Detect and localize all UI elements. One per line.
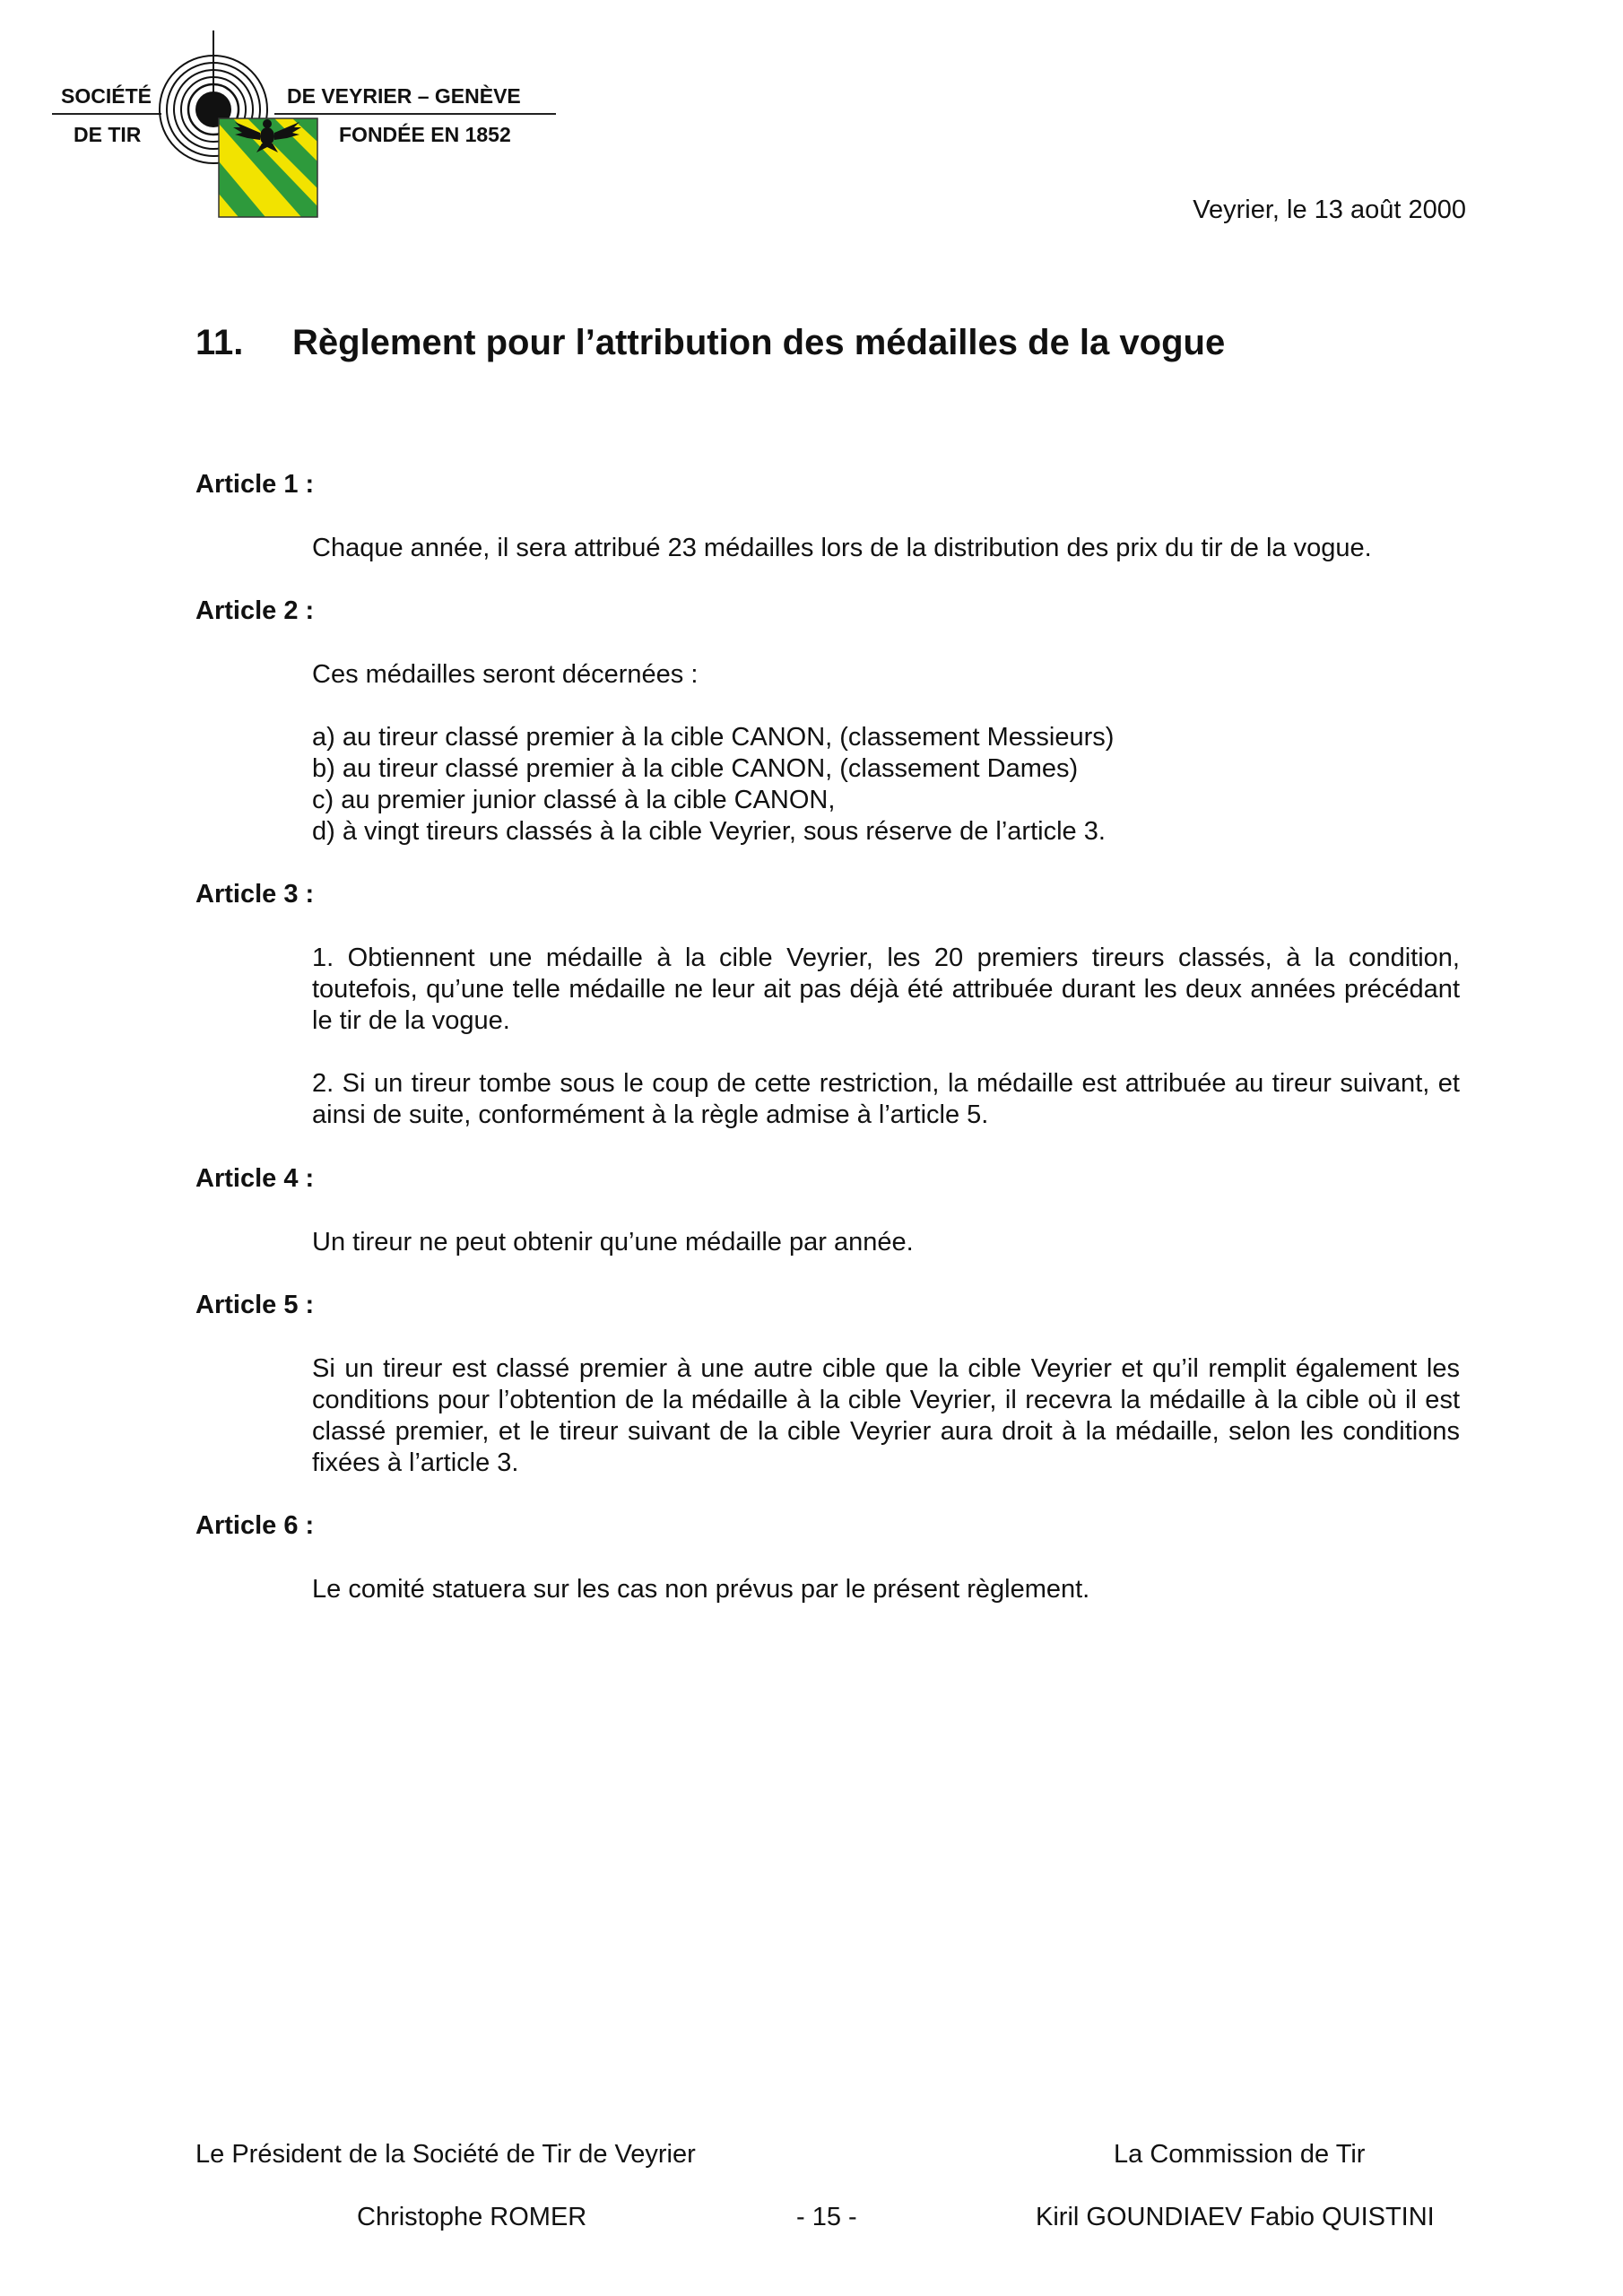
article-5-label: Article 5 : — [195, 1291, 315, 1319]
footer-president-name: Christophe ROMER — [357, 2203, 587, 2231]
article-3-paragraph-2: 2. Si un tireur tombe sous le coup de cette restriction, la médaille est attribuée au tireur suivant, et ainsi de suite, conformément à la règle admise à l’article 5. — [312, 1069, 1460, 1129]
title-number: 11. — [195, 323, 244, 362]
letterhead-de-tir: DE TIR — [74, 123, 142, 146]
list-item: a) au tireur classé premier à la cible CANON, (classement Messieurs) — [312, 723, 1115, 752]
document-date: Veyrier, le 13 août 2000 — [1193, 196, 1466, 224]
article-2-list — [312, 722, 1460, 848]
article-4-label: Article 4 : — [195, 1164, 315, 1193]
article-3-label: Article 3 : — [195, 880, 315, 909]
letterhead-fondee: FONDÉE EN 1852 — [339, 123, 511, 146]
article-2-intro: Ces médailles seront décernées : — [312, 660, 699, 689]
article-1-text: Chaque année, il sera attribué 23 médailles lors de la distribution des prix du tir de la vogue. — [312, 534, 1372, 562]
article-3-paragraph-1: 1. Obtiennent une médaille à la cible Veyrier, les 20 premiers tireurs classés, à la condition, toutefois, qu’une telle médaille ne leur ait pas déjà été attribuée durant les deux années précédant le tir de la vogue. — [312, 944, 1460, 1035]
letterhead-rule-left — [52, 113, 161, 115]
list-item: b) au tireur classé premier à la cible CANON, (classement Dames) — [312, 754, 1079, 783]
letterhead-veyrier-geneve: DE VEYRIER – GENÈVE — [287, 84, 521, 108]
title-text: Règlement pour l’attribution des médailles de la vogue — [292, 323, 1226, 362]
article-4-text: Un tireur ne peut obtenir qu’une médaille par année. — [312, 1228, 914, 1257]
page-number: - 15 - — [796, 2203, 857, 2231]
footer-president-role: Le Président de la Société de Tir de Veyrier — [195, 2140, 696, 2169]
footer-commission-names: Kiril GOUNDIAEV Fabio QUISTINI — [1036, 2203, 1435, 2231]
document-title — [195, 323, 1225, 363]
list-item: d) à vingt tireurs classés à la cible Veyrier, sous réserve de l’article 3. — [312, 817, 1106, 846]
target-shield-logo-icon — [158, 27, 337, 224]
list-item: c) au premier junior classé à la cible CANON, — [312, 786, 836, 814]
footer-commission-role: La Commission de Tir — [1114, 2140, 1366, 2169]
letterhead-societe: SOCIÉTÉ — [61, 84, 152, 108]
article-6-label: Article 6 : — [195, 1511, 315, 1540]
article-5-text: Si un tireur est classé premier à une autre cible que la cible Veyrier et qu’il remplit également les conditions pour l’obtention de la médaille à la cible Veyrier, il recevra la médaille à la cible où il est classé premier, et le tireur suivant de la cible Veyrier aura droit à la médaille, selon les conditions fixées à l’article 3. — [312, 1354, 1460, 1477]
article-1-label: Article 1 : — [195, 470, 315, 499]
article-2-label: Article 2 : — [195, 596, 315, 625]
article-6-text: Le comité statuera sur les cas non prévus par le présent règlement. — [312, 1575, 1090, 1604]
